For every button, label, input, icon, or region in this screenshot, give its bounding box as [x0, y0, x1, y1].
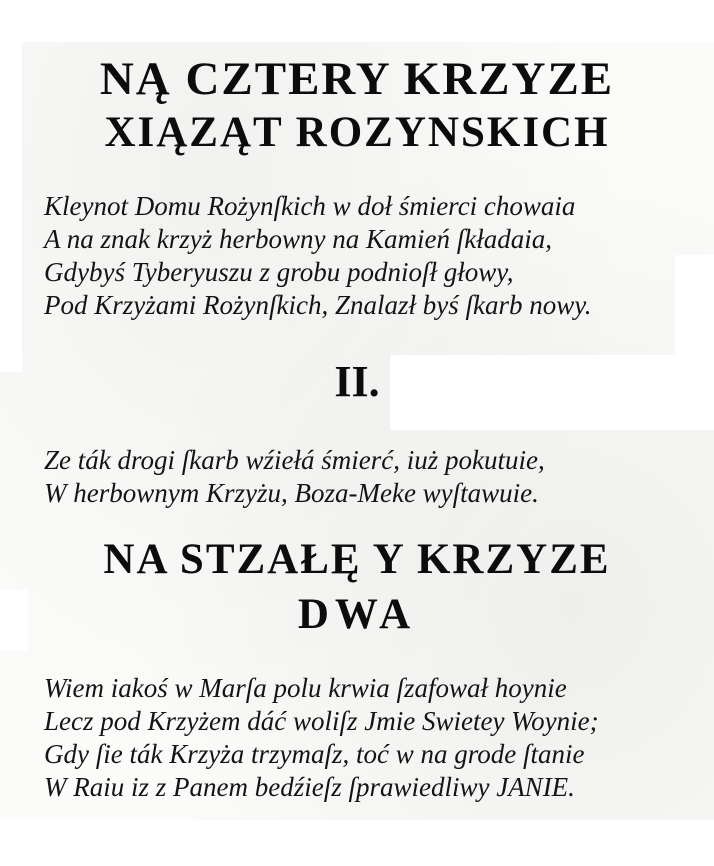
- heading2-line1: NA STZAŁĘ Y KRZYZE: [103, 536, 611, 583]
- heading1-line2: XIĄZĄT ROZYNSKICH: [104, 109, 610, 156]
- stanza1-line: A na znak krzyż herbowny na Kamień ſkładaia,: [44, 224, 552, 254]
- heading2-line2: DWA: [297, 591, 417, 638]
- stanza1-line: Kleynot Domu Rożynſkich w doł śmierci chowaia: [44, 191, 576, 221]
- scan-margin-top: [0, 0, 714, 42]
- stanza2: [44, 444, 545, 510]
- stanza3-line: Lecz pod Krzyżem dáć woliſz Jmie Swietey Woynie;: [44, 706, 599, 736]
- stanza3-line: Gdy ſie ták Krzyża trzymaſz, toć w na grode ſtanie: [44, 739, 585, 769]
- stanza1-line: Gdybyś Tyberyuszu z grobu podnioſł głowy,: [44, 257, 514, 287]
- stanza1: [44, 190, 591, 322]
- stanza3: [44, 672, 599, 804]
- scan-margin-bottom: [0, 820, 714, 866]
- heading1-line1: NĄ CZTERY KRZYZE: [99, 53, 615, 105]
- stanza2-line: Ze ták drogi ſkarb wźiełá śmierć, iuż pokutuie,: [44, 445, 545, 475]
- section-numeral: II.: [334, 357, 380, 406]
- stanza3-line: W Raiu iz z Panem bedźieſz ſprawiedliwy JANIE.: [44, 772, 575, 802]
- stanza1-line: Pod Krzyżami Rożynſkich, Znalazł byś ſkarb nowy.: [44, 290, 592, 320]
- scan-margin-right: [675, 255, 714, 355]
- stanza2-line: W herbownym Krzyżu, Boza-Meke wyſtawuie.: [44, 478, 539, 508]
- stanza3-line: Wiem iakoś w Marſa polu krwia ſzafował hoynie: [44, 673, 567, 703]
